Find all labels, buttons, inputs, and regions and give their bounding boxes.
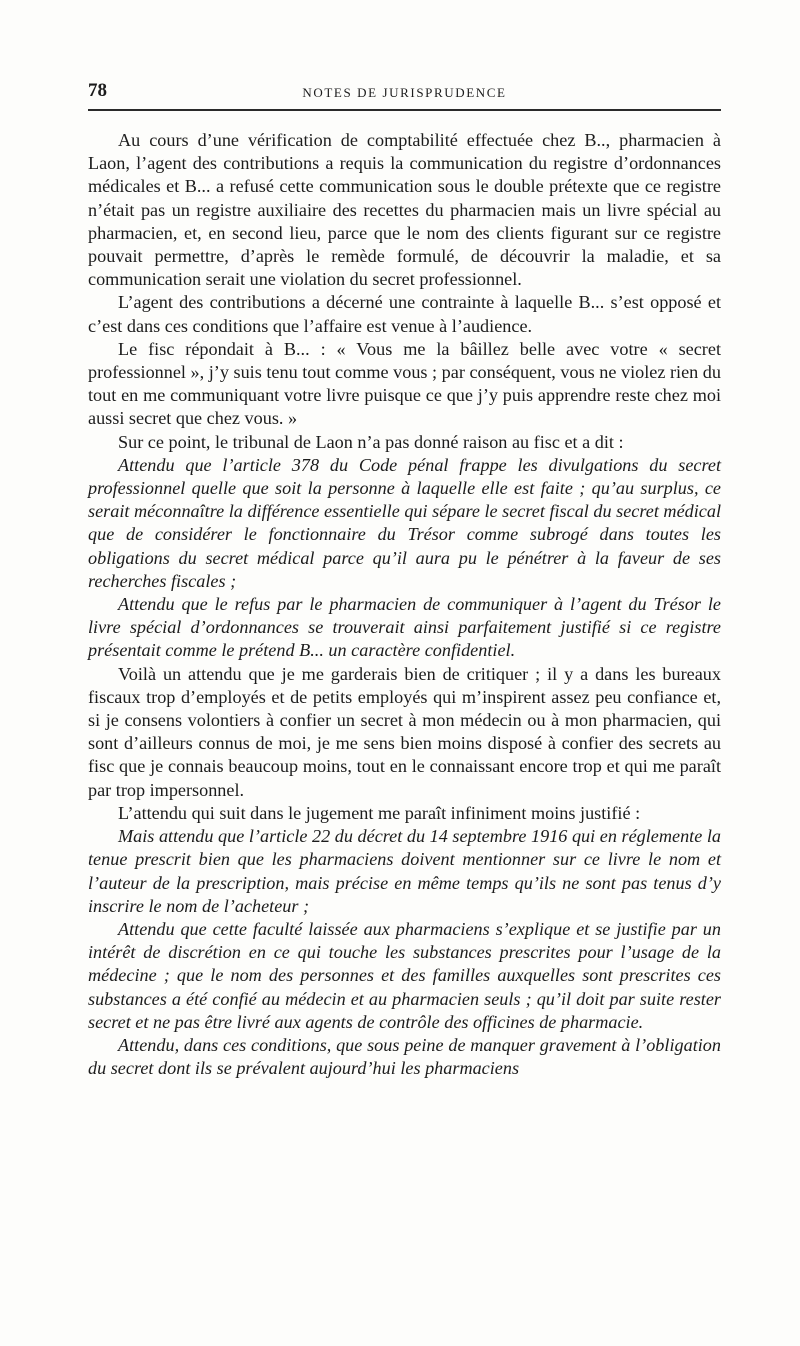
- paragraph: L’agent des contributions a décerné une contrainte à laquelle B... s’est opposé et c’est dans ces conditions que l’affaire est venue à l’audience.: [88, 292, 721, 336]
- paragraph: L’attendu qui suit dans le jugement me paraît infiniment moins justifié :: [118, 802, 641, 823]
- quoted-judgment: Mais attendu que l’article 22 du décret du 14 septembre 1916 qui en réglemente la tenue prescrit bien que les pharmaciens doivent mentionner sur ce livre le nom et l’auteur de la prescription, mais précise en même temps qu’ils ne sont pas tenus d’y inscrire le nom de l’acheteur ;: [88, 826, 721, 916]
- paragraph: Le fisc répondait à B... : « Vous me la bâillez belle avec votre « secret professionnel », j’y suis tenu tout comme vous ; par conséquent, vous ne violez rien du tout en me communiquant votre livre puisque ce que j’y puis apprendre reste chez moi aussi secret que chez vous. »: [88, 338, 721, 429]
- quoted-judgment: Attendu, dans ces conditions, que sous peine de manquer gravement à l’obligation du secret dont ils se prévalent aujourd’hui les pharmaciens: [88, 1034, 721, 1079]
- page-number: 78: [88, 80, 107, 101]
- running-head: NOTES DE JURISPRUDENCE: [302, 85, 507, 100]
- page-header: [88, 80, 721, 102]
- quoted-judgment: Attendu que l’article 378 du Code pénal frappe les divulgations du secret professionnel quelle que soit la personne à laquelle elle est faite ; qu’au surplus, ce serait méconnaître la différence essentielle qui sépare le secret fiscal du secret médical que de considérer le fonctionnaire du Trésor comme subrogé dans toutes les obligations du secret médical parce qu’il aura pu le pénétrer à la faveur de ses recherches fiscales ;: [88, 454, 722, 591]
- paragraph: Sur ce point, le tribunal de Laon n’a pas donné raison au fisc et a dit :: [118, 431, 624, 452]
- body-text: [88, 129, 721, 1080]
- header-rule: [88, 109, 721, 111]
- paragraph: Voilà un attendu que je me garderais bien de critiquer ; il y a dans les bureaux fiscaux trop d’employés et de petits employés qui m’inspirent assez peu confiance et, si je consens volontiers à confier un secret à mon médecin ou à mon pharmacien, qui sont d’ailleurs connus de moi, je me sens bien moins disposé à confier des secrets au fisc que je connais beaucoup moins, tout en le connaissant encore trop et qui me paraît par trop impersonnel.: [88, 663, 721, 800]
- paragraph: Au cours d’une vérification de comptabilité effectuée chez B.., pharmacien à Laon, l’agent des contributions a requis la communication du registre d’ordonnances médicales et B... a refusé cette communication sous le double prétexte que ce registre n’était pas un registre auxiliaire des recettes du pharmacien mais un livre spécial au pharmacien, et, en second lieu, parce que le nom des clients figurant sur ce registre pouvait permettre, d’après le remède formulé, de découvrir la maladie, et sa communication serait une violation du secret professionnel.: [88, 130, 721, 290]
- quoted-judgment: Attendu que le refus par le pharmacien de communiquer à l’agent du Trésor le livre spécial d’ordonnances se trouverait ainsi parfaitement justifié si ce registre présentait comme le prétend B... un caractère confidentiel.: [88, 594, 721, 661]
- quoted-judgment: Attendu que cette faculté laissée aux pharmaciens s’explique et se justifie par un intérêt de discrétion en ce qui touche les substances prescrites pour l’usage de la médecine ; que le nom des personnes et des familles auxquelles sont prescrites ces substances a été confié au médecin et au pharmacien seuls ; qu’il doit par suite rester secret et ne pas être livré aux agents de contrôle des officines de pharmacie.: [88, 918, 721, 1032]
